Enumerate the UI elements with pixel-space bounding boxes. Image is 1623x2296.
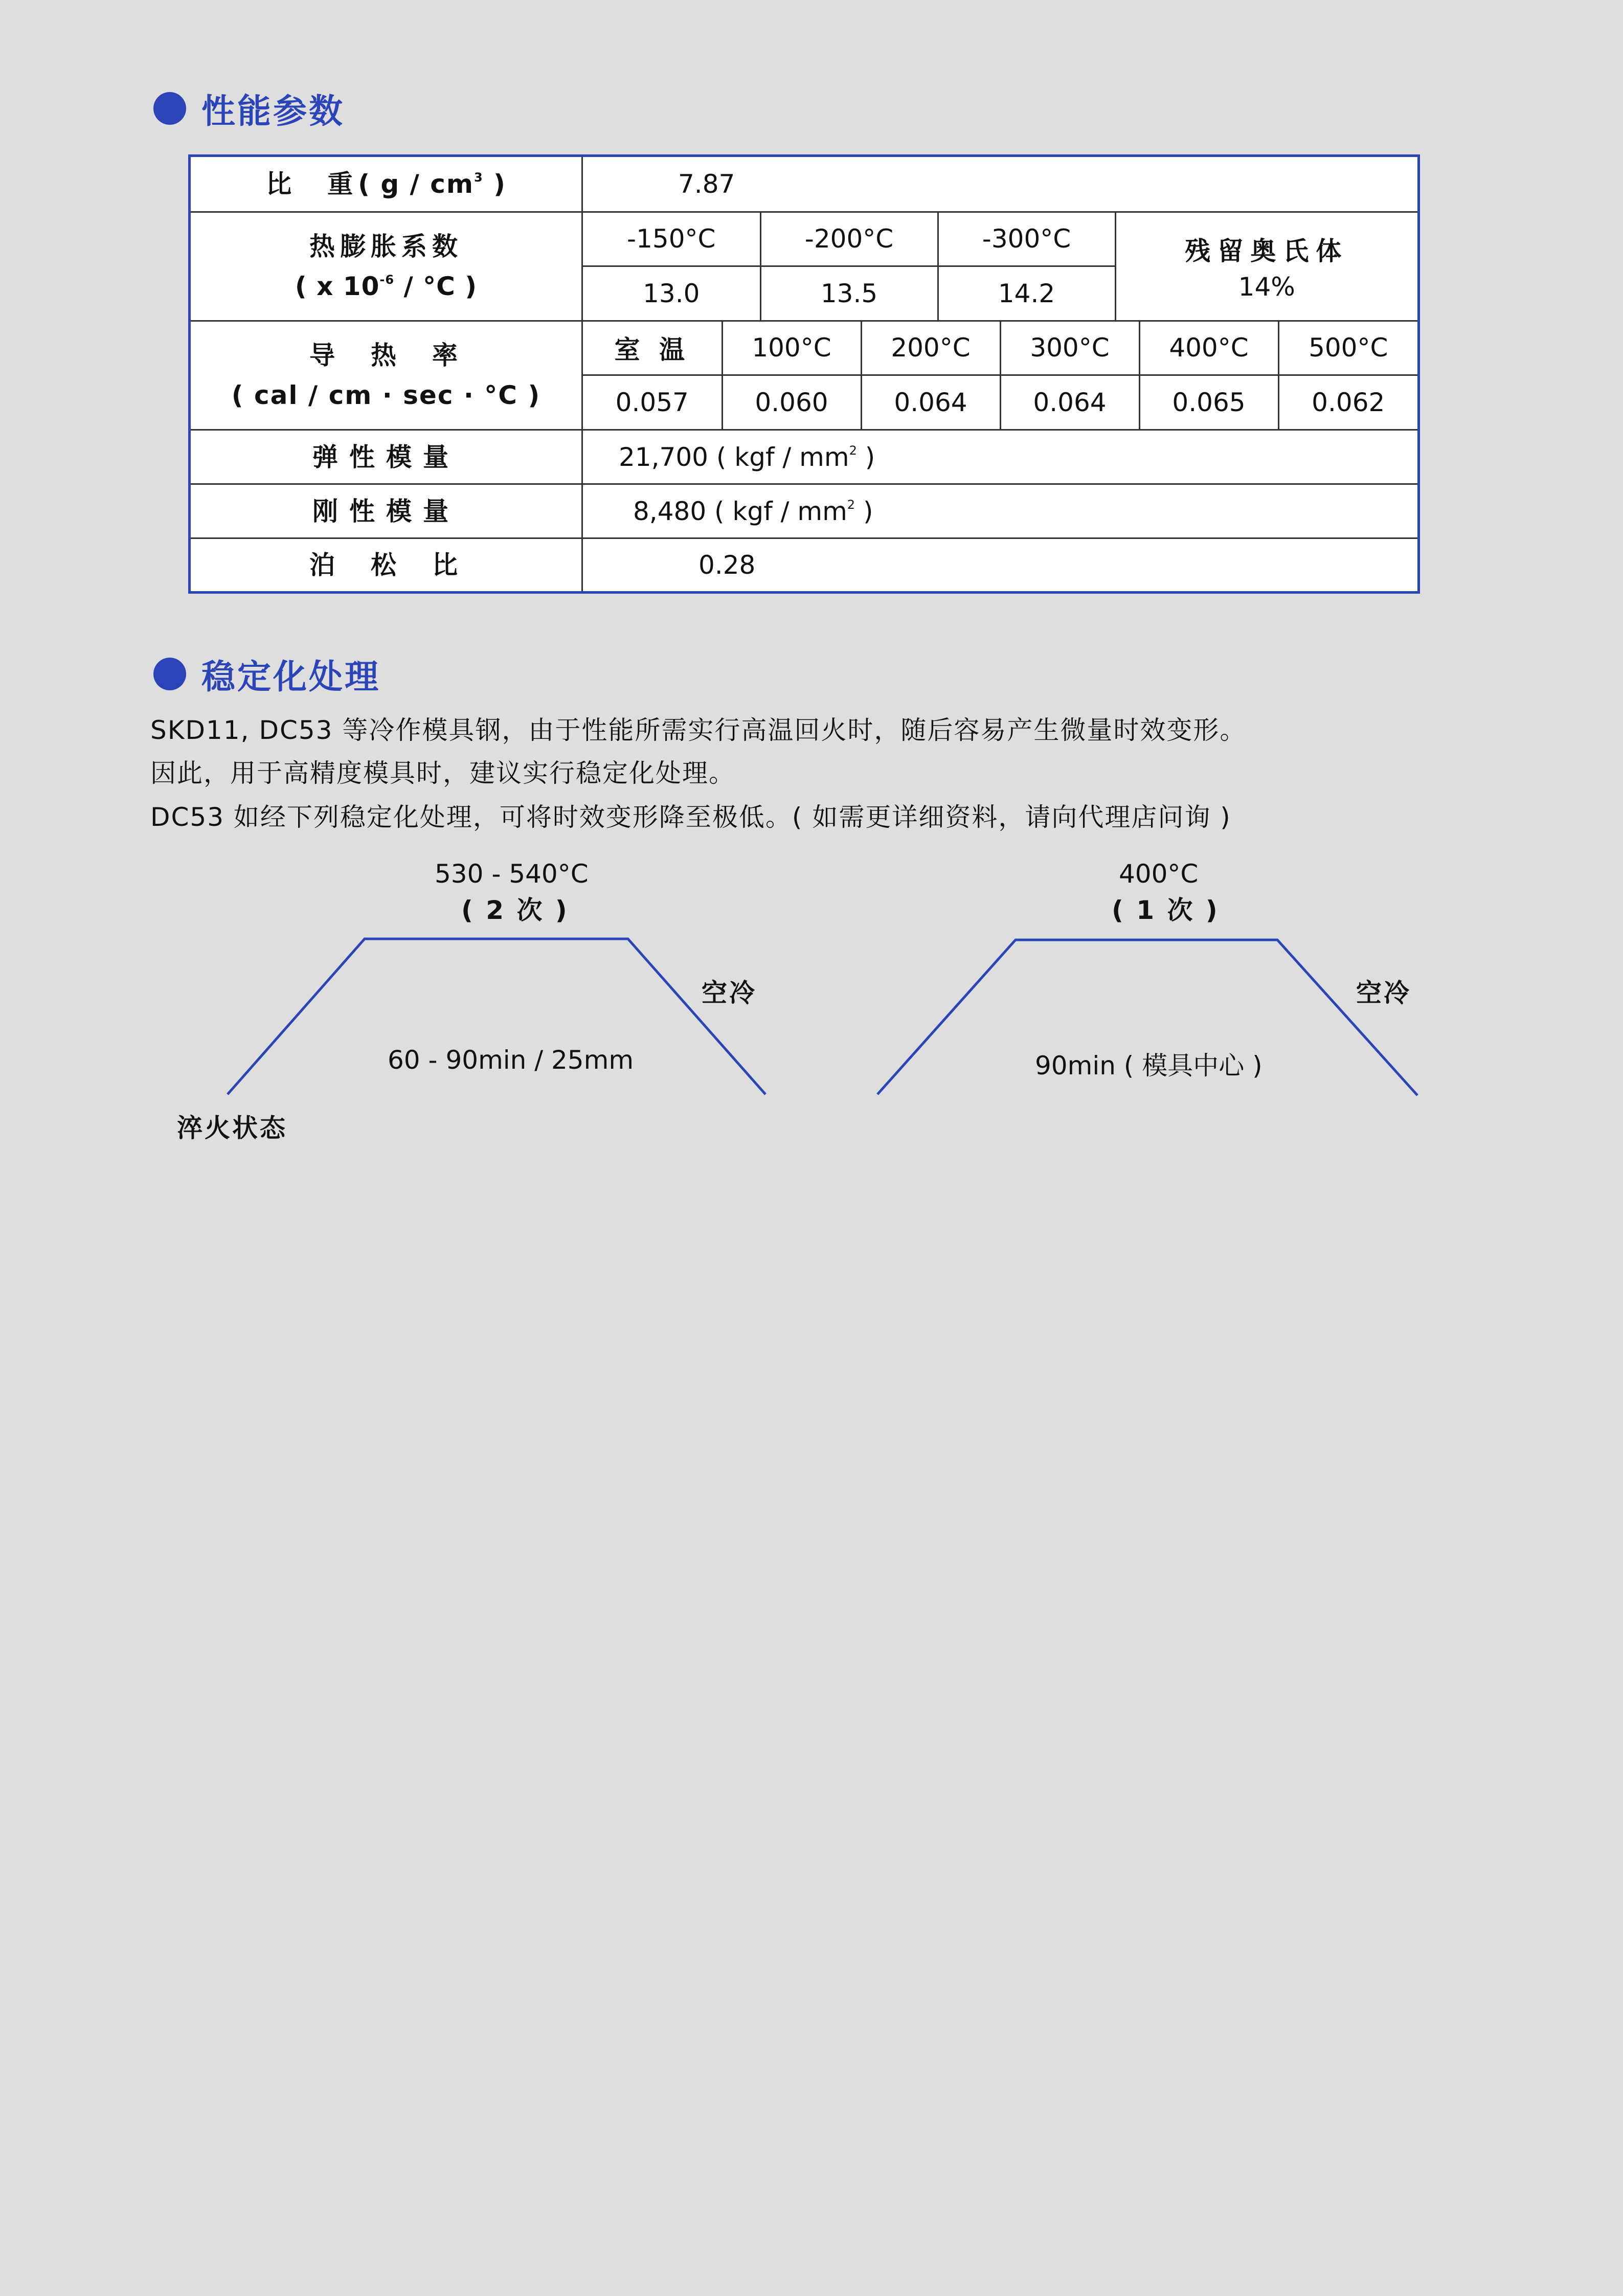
density-label: 比 重 bbox=[266, 169, 358, 199]
retained-austenite-value: 14% bbox=[1238, 272, 1295, 302]
paragraph-line-1: SKD11, DC53 等冷作模具钢，由于性能所需实行高温回火时，随后容易产生微量时效变形。 bbox=[150, 715, 1247, 745]
expansion-temp-2: -200°C bbox=[760, 213, 938, 266]
poisson-value: 0.28 bbox=[582, 538, 1419, 593]
conductivity-temp-6: 500°C bbox=[1278, 322, 1417, 375]
retained-austenite-label: 残留奥氏体 bbox=[1185, 236, 1349, 266]
conductivity-temp-4: 300°C bbox=[1000, 322, 1139, 375]
elastic-label: 弹性模量 bbox=[190, 430, 582, 484]
density-unit: ( g / $cm^3$ ) bbox=[358, 169, 506, 199]
conductivity-value-4: 0.064 bbox=[1000, 375, 1139, 429]
conductivity-value-1: 0.057 bbox=[583, 375, 722, 429]
paragraph-line-2: 因此，用于高精度模具时，建议实行稳定化处理。 bbox=[150, 758, 735, 788]
expansion-temp-1: -150°C bbox=[583, 213, 760, 266]
expansion-value-3: 14.2 bbox=[938, 266, 1115, 320]
diagram1-start-label: 淬火状态 bbox=[177, 1113, 287, 1143]
conductivity-value-2: 0.060 bbox=[722, 375, 861, 429]
conductivity-value-3: 0.064 bbox=[861, 375, 1000, 429]
diagram2-cooling: 空冷 bbox=[1356, 978, 1411, 1008]
conductivity-temp-1: 室 温 bbox=[583, 322, 722, 375]
expansion-temp-3: -300°C bbox=[938, 213, 1115, 266]
section-title: 稳定化处理 bbox=[201, 657, 380, 696]
conductivity-unit: ( cal / cm · sec · °C ) bbox=[231, 380, 541, 410]
conductivity-value-6: 0.062 bbox=[1312, 387, 1385, 417]
expansion-value-1: 13.0 bbox=[583, 266, 760, 320]
conductivity-temp-3: 200°C bbox=[861, 322, 1000, 375]
density-value: 7.87 bbox=[582, 156, 1419, 212]
diagram1-temperature: 530 - 540°C bbox=[435, 859, 589, 889]
conductivity-temp-5: 400°C bbox=[1139, 322, 1278, 375]
rigidity-value: 8,480 ( kgf / $mm^2$ ) bbox=[582, 484, 1419, 538]
expansion-value-2: 13.5 bbox=[760, 266, 938, 320]
diagram2-duration: 90min ( 模具中心 ) bbox=[1035, 1051, 1263, 1081]
conductivity-value-5: 0.065 bbox=[1139, 375, 1278, 429]
conductivity-label: 导 热 率 bbox=[309, 341, 463, 370]
diagram1-duration: 60 - 90min / 25mm bbox=[388, 1045, 634, 1075]
diagram2-temperature: 400°C bbox=[1119, 859, 1199, 889]
diagram1-cooling: 空冷 bbox=[702, 978, 757, 1008]
diagram2-count: ( 1 次 ) bbox=[1112, 895, 1220, 925]
diagram1-count: ( 2 次 ) bbox=[461, 895, 569, 925]
expansion-label: 热膨胀系数 bbox=[309, 232, 463, 261]
section-title: 性能参数 bbox=[201, 92, 345, 131]
paragraph-line-3: DC53 如经下列稳定化处理，可将时效变形降至极低。( 如需更详细资料，请向代理店问询 ) bbox=[150, 802, 1231, 832]
conductivity-temp-2: 100°C bbox=[722, 322, 861, 375]
expansion-unit: ( x $10^{-6} / ^\circ C$ ) bbox=[295, 272, 478, 301]
elastic-value: 21,700 ( kgf / $mm^2$ ) bbox=[582, 430, 1419, 484]
rigidity-label: 刚性模量 bbox=[190, 484, 582, 538]
poisson-label: 泊 松 比 bbox=[190, 538, 582, 593]
